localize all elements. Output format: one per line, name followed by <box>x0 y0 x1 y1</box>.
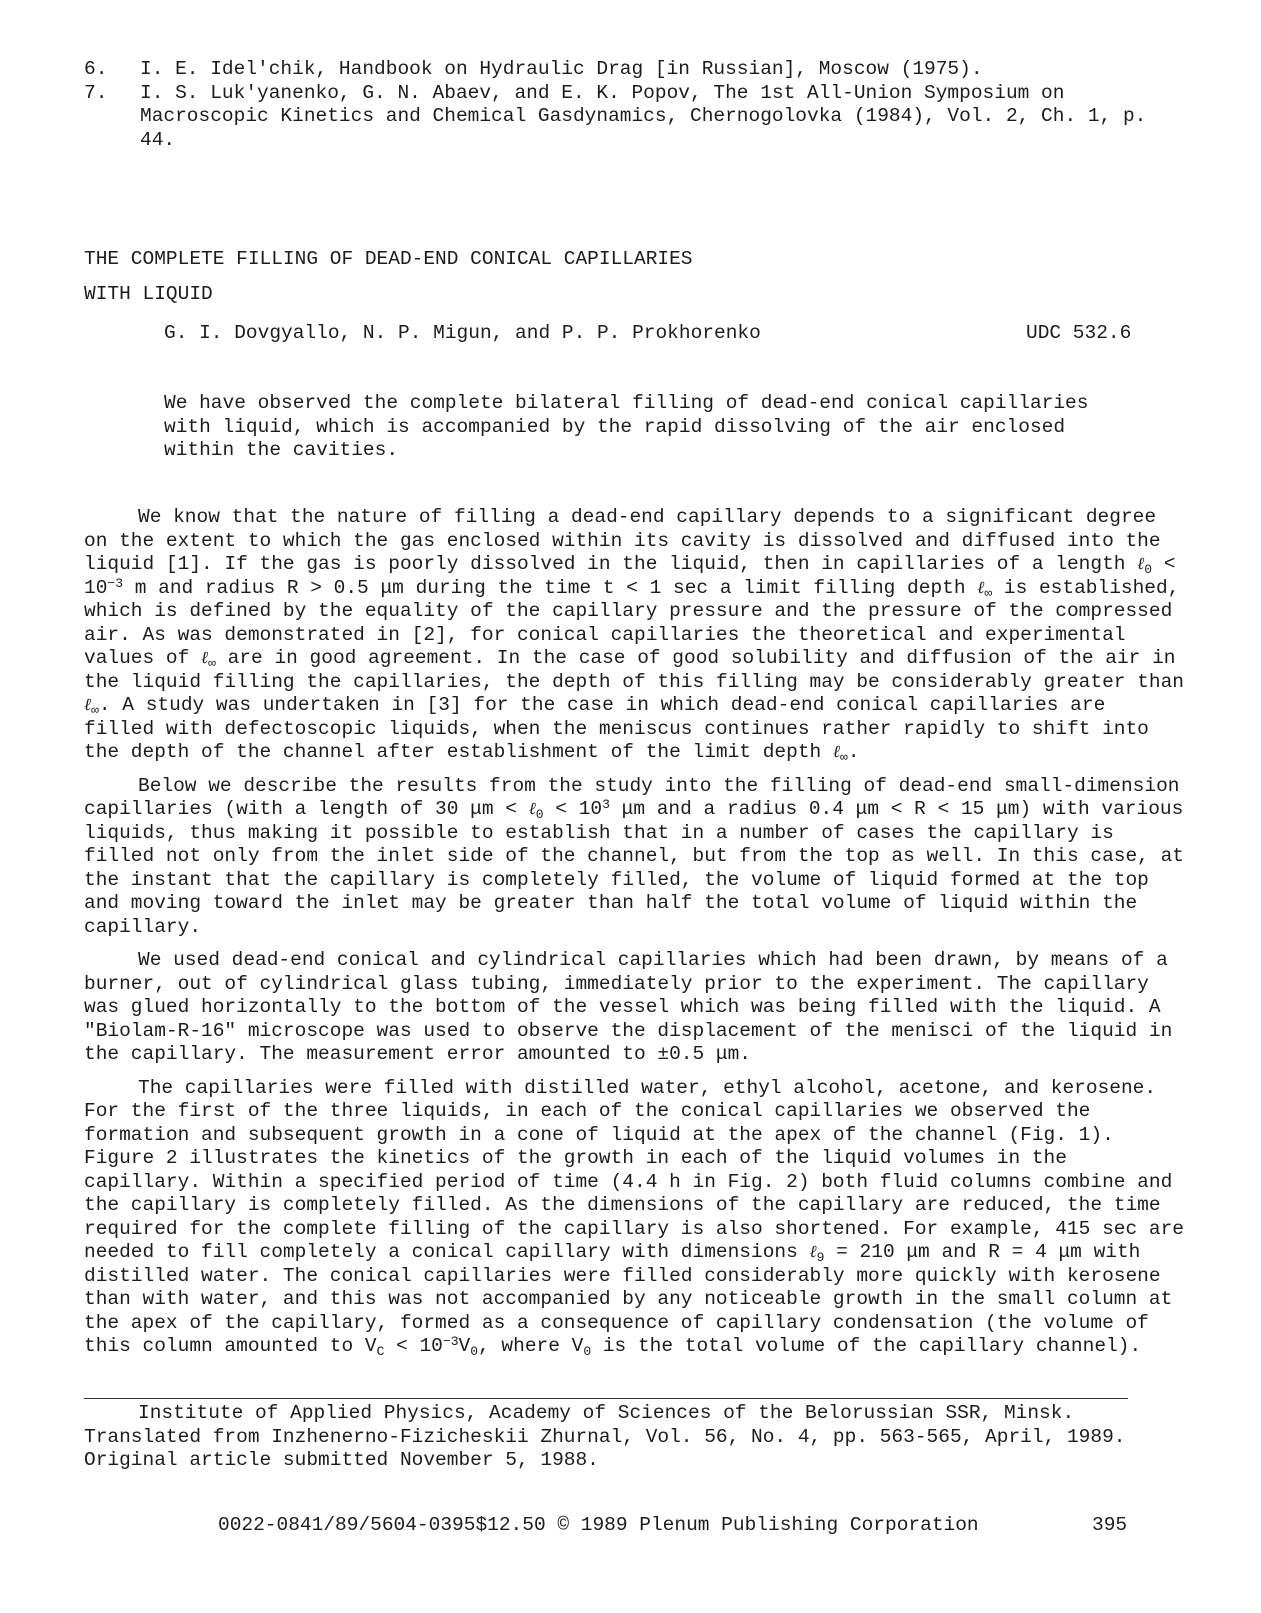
text-run: V <box>571 1335 584 1357</box>
reference-item <box>84 82 1164 153</box>
superscript: −3 <box>107 575 124 591</box>
subscript: ∞ <box>208 656 216 671</box>
paragraph-4 <box>84 1077 1184 1359</box>
text-run: V <box>364 1335 377 1357</box>
subscript: 9 <box>816 1250 825 1265</box>
text-run: V <box>458 1335 471 1357</box>
text-run: , where <box>478 1335 572 1357</box>
superscript: 3 <box>602 797 610 812</box>
text-run: < 10 <box>84 553 1176 599</box>
text-run: We know that the nature of filling a dead-end capillary depends to a significant degree on the extent to which the gas enclosed within its cavity is dissolved and diffused into the liquid [1]. If the gas is poorly dissolved in the liquid, then in capillaries of a length <box>84 506 1161 575</box>
footnote: Institute of Applied Physics, Academy of Sciences of the Belorussian SSR, Minsk. Translated from Inzhenerno-Fizicheskii Zhurnal, Vol. 56, No. 4, pp. 563-565, April, 1989. Original article submitted November 5, 1988. <box>84 1402 1126 1471</box>
ell-symbol: ℓ <box>977 577 985 598</box>
subscript: C <box>376 1344 385 1359</box>
reference-number: 6. <box>84 58 108 80</box>
reference-list <box>84 58 1164 152</box>
subscript: 0 <box>535 807 544 822</box>
text-run: The capillaries were filled with distilled water, ethyl alcohol, acetone, and kerosene. For the first of the three liquids, in each of the conical capillaries we observed the formation and subsequent growth in a cone of liquid at the apex of the channel (Fig. 1). Figure 2 illustrates the kinetics of the growth in each of the liquid volumes in the capillary. Within a specified period of time (4.4 h in Fig. 2) both fluid columns combine and the capillary is completely filled. As the dimensions of the capillary are reduced, the time required for the complete filling of the capillary is also shortened. For example, 415 sec are needed to fill completely a conical capillary with dimensions <box>84 1076 1184 1263</box>
ell-symbol: ℓ <box>84 695 92 715</box>
ell-symbol: ℓ <box>528 799 536 819</box>
text-run: is established, which is defined by the equality of the capillary pressure and the pressure of the compressed air. As was demonstrated in [2], for conical capillaries the theoretical and experimental values of <box>84 576 1180 669</box>
text-run: are in good agreement. In the case of good solubility and diffusion of the air in the liquid filling the capillaries, the depth of this filling may be considerably greater than <box>84 647 1184 693</box>
ell-symbol: ℓ <box>201 648 209 668</box>
text-run: = 210 μm and R = 4 μm with distilled water. The conical capillaries were filled considerably more quickly with kerosene than with water, and this was not accompanied by any noticeable growth in the small column at the apex of the capillary, formed as a consequence of capillary condensation (the volume of this column amounted to <box>84 1241 1173 1357</box>
publication-code: 0022-0841/89/5604-0395$12.50 © 1989 Plenum Publishing Corporation <box>218 1514 979 1536</box>
footnote-divider <box>84 1398 1128 1399</box>
ell-symbol: ℓ <box>1137 554 1145 574</box>
text-run: < <box>543 798 579 820</box>
abstract: We have observed the complete bilateral filling of dead-end conical capillaries with liquid, which is accompanied by the rapid dissolving of the air enclosed within the cavities. <box>164 392 1089 461</box>
subscript: ∞ <box>984 585 993 601</box>
authors: G. I. Dovgyallo, N. P. Migun, and P. P. Prokhorenko <box>164 322 761 344</box>
subscript: ∞ <box>91 703 99 718</box>
subscript: ∞ <box>840 750 848 765</box>
paragraph-1 <box>84 506 1184 765</box>
text-run: is the total volume of the capillary channel). <box>591 1335 1142 1357</box>
ell-symbol: ℓ <box>809 1242 817 1262</box>
text-run: < 10 <box>384 1335 443 1357</box>
reference-number: 7. <box>84 81 108 104</box>
text-run: . <box>847 741 860 763</box>
paragraph-2 <box>84 775 1184 940</box>
udc-code: UDC 532.6 <box>1026 322 1132 344</box>
text-run: Below we describe the results from the study into the filling of dead-end small-dimension capillaries (with a length of 30 μm < <box>84 774 1180 820</box>
superscript: −3 <box>442 1334 459 1349</box>
paragraph-3: We used dead-end conical and cylindrical capillaries which had been drawn, by means of a burner, out of cylindrical glass tubing, immediately prior to the experiment. The capillary was glued horizontally to the bottom of the vessel which was being filled with the liquid. A "Biolam-R-16" microscope was used to observe the displacement of the menisci of the liquid in the capillary. The measurement error amounted to ±0.5 μm. <box>84 949 1173 1065</box>
article-title <box>84 242 984 312</box>
reference-text: I. S. Luk'yanenko, G. N. Abaev, and E. K. Popov, The 1st All-Union Symposium on Macroscopic Kinetics and Chemical Gasdynamics, Chernogolovka (1984), Vol. 2, Ch. 1, p. 44. <box>140 81 1147 151</box>
ell-symbol: ℓ <box>832 742 841 762</box>
article-title-line-2: WITH LIQUID <box>84 283 213 305</box>
article-title-line-1: THE COMPLETE FILLING OF DEAD-END CONICAL CAPILLARIES <box>84 248 693 270</box>
page-number: 395 <box>1092 1514 1128 1536</box>
reference-text: I. E. Idel'chik, Handbook on Hydraulic Drag [in Russian], Moscow (1975). <box>140 58 983 80</box>
text-run: μm and a radius 0.4 μm < R < 15 μm) with various liquids, thus making it possible to establish that in a number of cases the capillary is filled not only from the inlet side of the channel, but from the top as well. In this case, at the instant that the capillary is completely filled, the volume of liquid formed at the top and moving toward the inlet may be greater than half the total volume of liquid within the capillary. <box>84 798 1184 938</box>
text-run: 10 <box>578 798 603 820</box>
subscript: 0 <box>583 1344 592 1359</box>
subscript: 0 <box>1144 562 1153 577</box>
subscript: 0 <box>470 1344 479 1359</box>
article-body <box>84 506 1184 1369</box>
reference-item <box>84 58 1164 82</box>
text-run: m and radius R > 0.5 μm during the time t < 1 sec a limit filling depth <box>123 576 978 599</box>
text-run: . A study was undertaken in [3] for the case in which dead-end conical capillaries are filled with defectoscopic liquids, when the meniscus continues rather rapidly to shift into the depth of the channel after establishment of the limit depth <box>84 694 1149 763</box>
